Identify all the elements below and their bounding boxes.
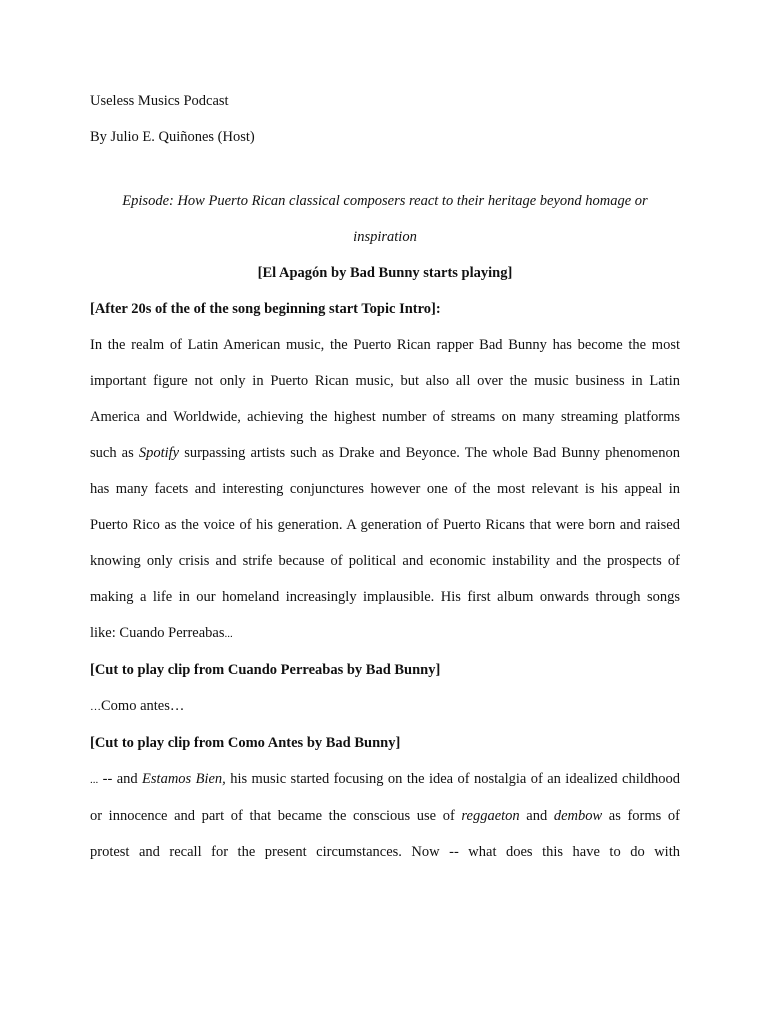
closing-line-1-end: his music started focusing on the idea of nostalgia of an idealized childhood bbox=[225, 771, 681, 787]
podcast-title: Useless Musics Podcast bbox=[90, 93, 229, 109]
estamos-bien-emphasis: Estamos Bien, bbox=[142, 771, 226, 787]
reggaeton-emphasis: reggaeton bbox=[461, 808, 520, 824]
cue-clip-cuando-perreabas: [Cut to play clip from Cuando Perreabas by Bad Bunny] bbox=[90, 662, 441, 678]
intro-paragraph bbox=[90, 327, 680, 652]
closing-line-1 bbox=[90, 761, 680, 798]
spotify-emphasis: Spotify bbox=[138, 445, 180, 461]
closing-line-2-mid: and bbox=[519, 808, 554, 824]
host-byline: By Julio E. Quiñones (Host) bbox=[90, 129, 255, 145]
intro-line-5: has many facets and interesting conjunctures however one of the most relevant is his appeal in bbox=[90, 481, 680, 497]
closing-paragraph bbox=[90, 761, 680, 870]
intro-line-6: Puerto Rico as the voice of his generation. A generation of Puerto Ricans that were born and raised bbox=[90, 517, 680, 533]
intro-line-2: important figure not only in Puerto Rican music, but also all over the music business in Latin bbox=[90, 373, 680, 389]
intro-line-9-ellipsis: ... bbox=[224, 628, 233, 640]
closing-line-2-end: as forms of bbox=[602, 808, 680, 824]
intro-line-9-text: like: Cuando Perreabas bbox=[90, 625, 225, 641]
closing-line-1-dash: -- and bbox=[98, 771, 143, 787]
closing-line-1-ellipsis: ... bbox=[90, 774, 99, 786]
cue-opening-song: [El Apagón by Bad Bunny starts playing] bbox=[257, 265, 513, 281]
como-antes-leading-ellipsis: … bbox=[90, 701, 101, 713]
dembow-emphasis: dembow bbox=[553, 808, 603, 824]
closing-line-2-start: or innocence and part of that became the conscious use of bbox=[90, 808, 462, 824]
intro-line-7: knowing only crisis and strife because of political and economic instability and the prospects of bbox=[90, 553, 680, 569]
intro-line-3: America and Worldwide, achieving the highest number of streams on many streaming platforms bbox=[90, 409, 680, 425]
episode-title-line-1: Episode: How Puerto Rican classical composers react to their heritage beyond homage or bbox=[122, 193, 648, 209]
episode-title bbox=[90, 183, 680, 255]
closing-line-3: protest and recall for the present circumstances. Now -- what does this have to do with bbox=[90, 844, 680, 860]
intro-line-1: In the realm of Latin American music, the Puerto Rican rapper Bad Bunny has become the most bbox=[90, 337, 680, 353]
como-antes-text: Como antes… bbox=[101, 698, 185, 714]
closing-line-2 bbox=[90, 798, 680, 834]
intro-line-4-start: such as bbox=[90, 445, 139, 461]
intro-line-4-end: surpassing artists such as Drake and Beyonce. The whole Bad Bunny phenomenon bbox=[179, 445, 680, 461]
intro-line-8: making a life in our homeland increasingly implausible. His first album onwards through songs bbox=[90, 589, 680, 605]
intro-line-4 bbox=[90, 435, 680, 471]
cue-clip-como-antes: [Cut to play clip from Como Antes by Bad Bunny] bbox=[90, 735, 401, 751]
como-antes-line bbox=[90, 688, 680, 725]
episode-title-line-2: inspiration bbox=[353, 229, 417, 245]
cue-topic-intro: [After 20s of the of the song beginning start Topic Intro]: bbox=[90, 301, 441, 317]
intro-line-9 bbox=[90, 615, 680, 652]
